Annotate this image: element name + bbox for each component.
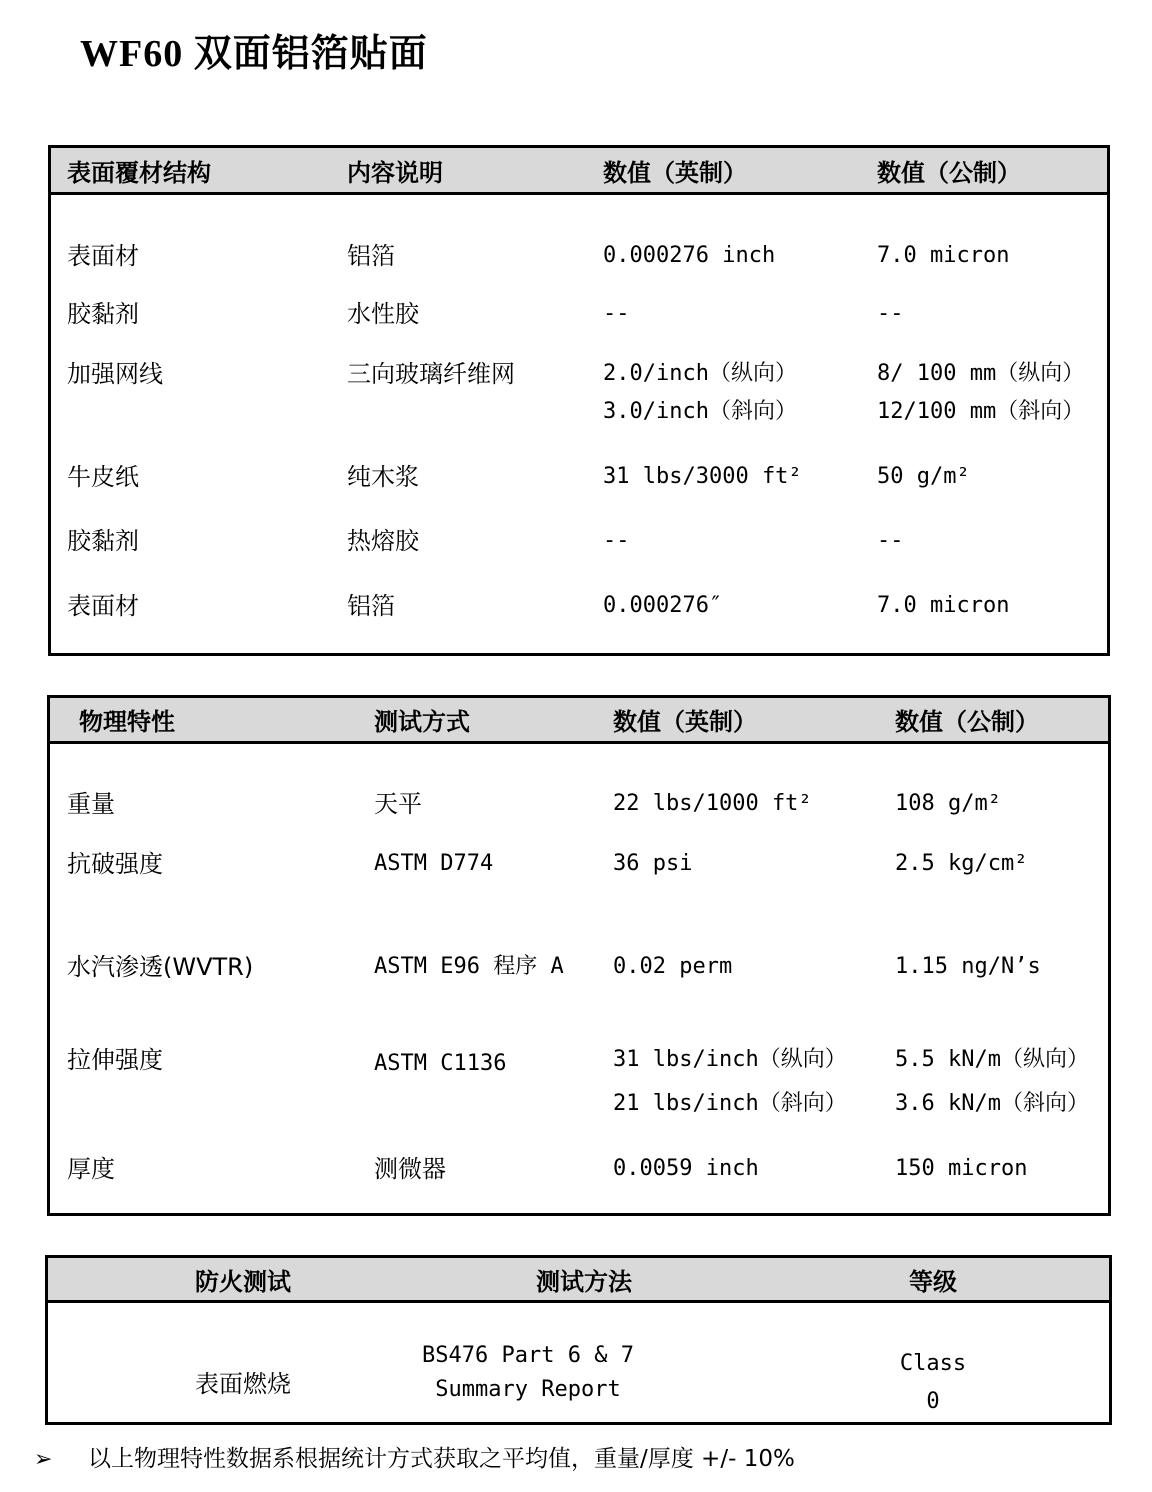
table-cell: --: [877, 301, 904, 326]
header-cell: 等级: [909, 1267, 957, 1296]
fire-table-header: [48, 1258, 1109, 1303]
arrow-bullet-icon: ➢: [34, 1447, 53, 1472]
table-cell: 重量: [67, 790, 115, 818]
table-cell: 150 micron: [895, 1156, 1028, 1181]
header-cell: 表面覆材结构: [67, 158, 211, 187]
header-cell: 数值（公制）: [877, 158, 1021, 187]
table-cell: 拉伸强度: [67, 1046, 163, 1074]
table-cell: ASTM C1136: [374, 1051, 507, 1076]
table-cell: 铝箔: [347, 242, 395, 270]
table-cell: 抗破强度: [67, 850, 163, 878]
table-cell: 水性胶: [347, 300, 419, 328]
table-cell: 表面材: [67, 242, 139, 270]
table-cell: 5.5 kN/m（纵向）: [895, 1047, 1089, 1072]
table-cell: Summary Report: [435, 1377, 621, 1402]
table-cell: 牛皮纸: [67, 463, 139, 491]
table-cell: ASTM D774: [374, 851, 494, 876]
table-cell: 22 lbs/1000 ft²: [613, 791, 812, 816]
header-cell: 测试方法: [536, 1267, 632, 1296]
page-title: WF60 双面铝箔贴面: [80, 33, 428, 75]
table-cell: 2.5 kg/cm²: [895, 851, 1028, 876]
table-cell: 31 lbs/3000 ft²: [603, 464, 802, 489]
table-cell: --: [877, 528, 904, 553]
table-cell: ASTM E96 程序 A: [374, 954, 564, 979]
table-cell: 108 g/m²: [895, 791, 1001, 816]
table-cell: 热熔胶: [347, 527, 419, 555]
table-cell: --: [603, 528, 630, 553]
table-cell: 0.0059 inch: [613, 1156, 759, 1181]
table-cell: 1.15 ng/N’s: [895, 954, 1041, 979]
header-cell: 数值（英制）: [603, 158, 747, 187]
table-cell: 0.000276 inch: [603, 243, 776, 268]
table-cell: 12/100 mm（斜向）: [877, 399, 1085, 424]
footnote-text: 以上物理特性数据系根据统计方式获取之平均值，重量/厚度 +/- 10%: [88, 1446, 795, 1472]
table-cell: 表面燃烧: [195, 1370, 291, 1398]
header-cell: 数值（公制）: [895, 708, 1039, 736]
table-cell: 2.0/inch（纵向）: [603, 361, 797, 386]
table-cell: 50 g/m²: [877, 464, 970, 489]
header-cell: 测试方式: [374, 708, 470, 736]
structure-table-header: [51, 148, 1107, 195]
table-cell: 厚度: [67, 1155, 115, 1183]
table-cell: 36 psi: [613, 851, 693, 876]
table-cell: 纯木浆: [347, 463, 419, 491]
structure-table: [48, 145, 1110, 656]
table-cell: 测微器: [374, 1155, 446, 1183]
footnote: [34, 1440, 795, 1473]
header-cell: 数值（英制）: [613, 708, 757, 736]
table-cell: 21 lbs/inch（斜向）: [613, 1091, 847, 1116]
table-cell: 0: [926, 1389, 940, 1414]
fire-table: [45, 1255, 1112, 1425]
table-cell: 31 lbs/inch（纵向）: [613, 1047, 847, 1072]
table-cell: 0.000276″: [603, 593, 723, 618]
table-cell: 胶黏剂: [67, 300, 139, 328]
table-cell: 铝箔: [347, 592, 395, 620]
table-cell: 三向玻璃纤维网: [347, 360, 515, 388]
table-cell: Class: [899, 1351, 967, 1376]
table-cell: 加强网线: [67, 360, 163, 388]
table-cell: 表面材: [67, 592, 139, 620]
table-cell: 3.6 kN/m（斜向）: [895, 1091, 1089, 1116]
table-cell: 7.0 micron: [877, 593, 1010, 618]
table-cell: 水汽渗透(WVTR): [67, 953, 254, 981]
table-cell: 8/ 100 mm（纵向）: [877, 361, 1085, 386]
table-cell: 天平: [374, 790, 422, 818]
table-cell: BS476 Part 6 & 7: [422, 1343, 634, 1368]
table-cell: 3.0/inch（斜向）: [603, 399, 797, 424]
table-cell: --: [603, 301, 630, 326]
header-cell: 防火测试: [195, 1267, 291, 1296]
table-cell: 0.02 perm: [613, 954, 733, 979]
physical-table: [47, 695, 1111, 1216]
header-cell: 内容说明: [347, 158, 443, 187]
table-cell: 7.0 micron: [877, 243, 1010, 268]
table-cell: 胶黏剂: [67, 527, 139, 555]
physical-table-header: [50, 698, 1108, 744]
header-cell: 物理特性: [79, 708, 175, 736]
